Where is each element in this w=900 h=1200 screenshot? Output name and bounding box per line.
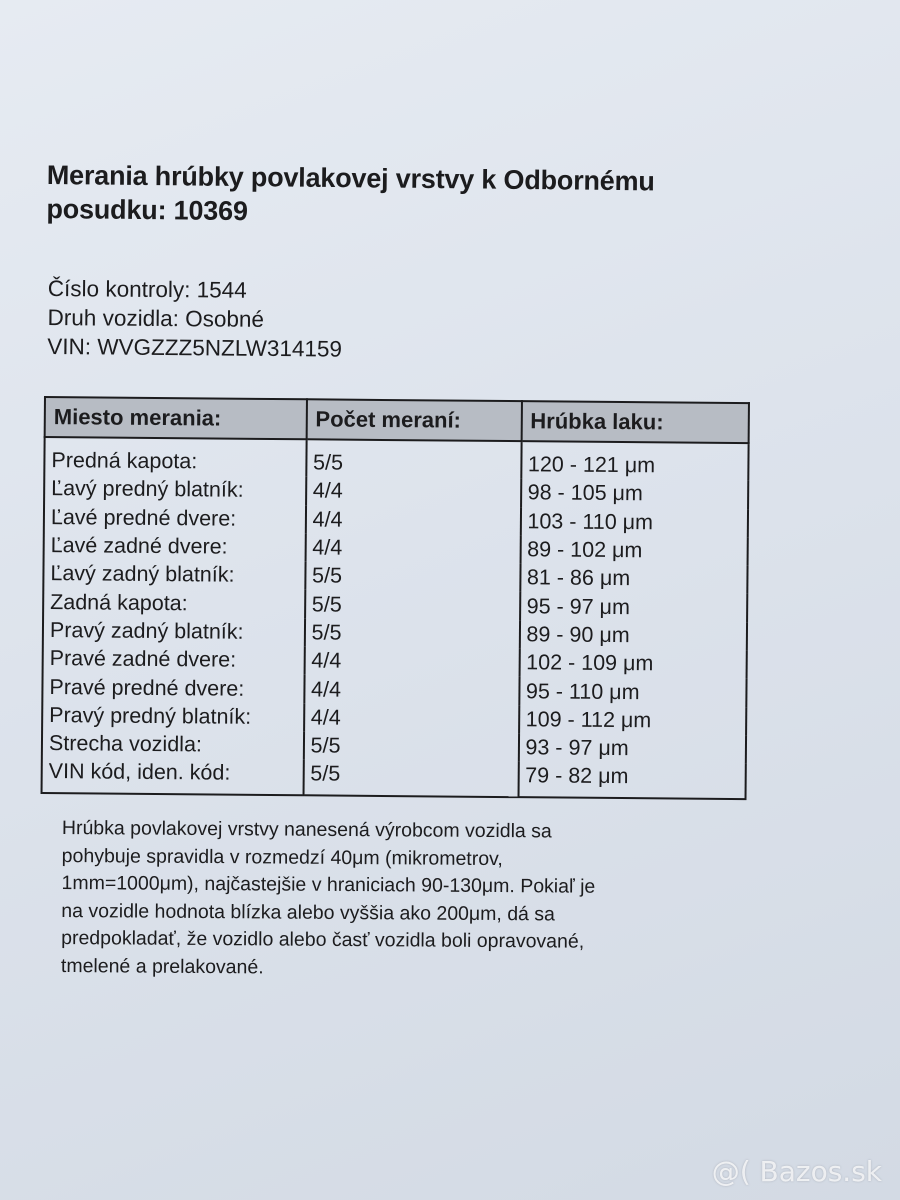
cell-thickness: 102 - 109 μm [519, 648, 747, 678]
cell-count: 5/5 [303, 731, 518, 761]
measurement-table [41, 396, 750, 800]
cell-thickness: 89 - 102 μm [520, 535, 748, 565]
cell-location: Ľavé predné dvere: [44, 503, 306, 534]
cell-thickness: 120 - 121 μm [521, 441, 749, 480]
note-line: Hrúbka povlakovej vrstvy nanesená výrobcom vozidla sa [61, 816, 552, 843]
note-line: 1mm=1000μm), najčastejšie v hraniciach 90-130μm. Pokiaľ je [61, 871, 596, 898]
document-title [46, 158, 827, 234]
cell-location: Pravý zadný blatník: [43, 616, 305, 647]
cell-location: Pravé zadné dvere: [43, 644, 305, 675]
vin-number: VIN: WVGZZZ5NZLW314159 [47, 333, 343, 362]
cell-count: 5/5 [304, 618, 519, 648]
cell-thickness: 98 - 105 μm [521, 478, 749, 508]
cell-count: 4/4 [304, 646, 519, 676]
note-line: tmelené a prelakované. [60, 954, 264, 978]
info-block [47, 274, 568, 366]
cell-location: Ľavé zadné dvere: [44, 531, 306, 562]
cell-count: 5/5 [305, 590, 520, 620]
cell-location: Zadná kapota: [43, 587, 305, 618]
note-line: predpokladať, že vozidlo alebo časť vozidla boli opravované, [61, 926, 585, 953]
cell-count: 4/4 [305, 505, 520, 535]
header-count: Počet meraní: [306, 399, 521, 441]
cell-location: Pravé predné dvere: [42, 672, 304, 703]
inspection-number: Číslo kontroly: 1544 [47, 275, 247, 303]
cell-thickness: 109 - 112 μm [519, 705, 747, 735]
cell-thickness: 81 - 86 μm [520, 563, 748, 593]
cell-location: Strecha vozidla: [42, 729, 304, 760]
table-row [42, 757, 746, 798]
cell-thickness: 79 - 82 μm [518, 761, 746, 798]
cell-count: 4/4 [305, 533, 520, 563]
cell-count: 5/5 [306, 439, 521, 478]
cell-count: 5/5 [305, 561, 520, 591]
table-header-row [45, 397, 749, 443]
cell-thickness: 103 - 110 μm [520, 507, 748, 537]
cell-thickness: 89 - 90 μm [519, 620, 747, 650]
header-location: Miesto merania: [45, 397, 307, 439]
vehicle-type: Druh vozidla: Osobné [47, 304, 265, 332]
cell-thickness: 93 - 97 μm [518, 733, 746, 763]
cell-location: Ľavý zadný blatník: [43, 559, 305, 590]
explanatory-note [61, 815, 762, 985]
cell-thickness: 95 - 97 μm [520, 592, 748, 622]
title-line-1: Merania hrúbky povlakovej vrstvy k Odbornému [46, 159, 655, 197]
cell-thickness: 95 - 110 μm [519, 677, 747, 707]
cell-count: 4/4 [304, 675, 519, 705]
bazos-watermark: @( Bazos.sk [711, 1155, 882, 1188]
cell-location: Predná kapota: [44, 437, 306, 477]
title-line-2: posudku: 10369 [46, 193, 248, 227]
cell-location: Pravý predný blatník: [42, 701, 304, 732]
cell-location: Ľavý predný blatník: [44, 474, 306, 505]
note-line: pohybuje spravidla v rozmedzí 40μm (mikrometrov, [61, 844, 503, 870]
header-thickness: Hrúbka laku: [521, 401, 749, 443]
note-line: na vozidle hodnota blízka alebo vyššia ako 200μm, dá sa [61, 899, 556, 925]
cell-location: VIN kód, iden. kód: [42, 757, 304, 795]
cell-count: 4/4 [304, 703, 519, 733]
measurement-table-wrap [41, 396, 750, 800]
table-row [44, 437, 748, 480]
cell-count: 5/5 [303, 760, 518, 797]
cell-count: 4/4 [306, 477, 521, 507]
